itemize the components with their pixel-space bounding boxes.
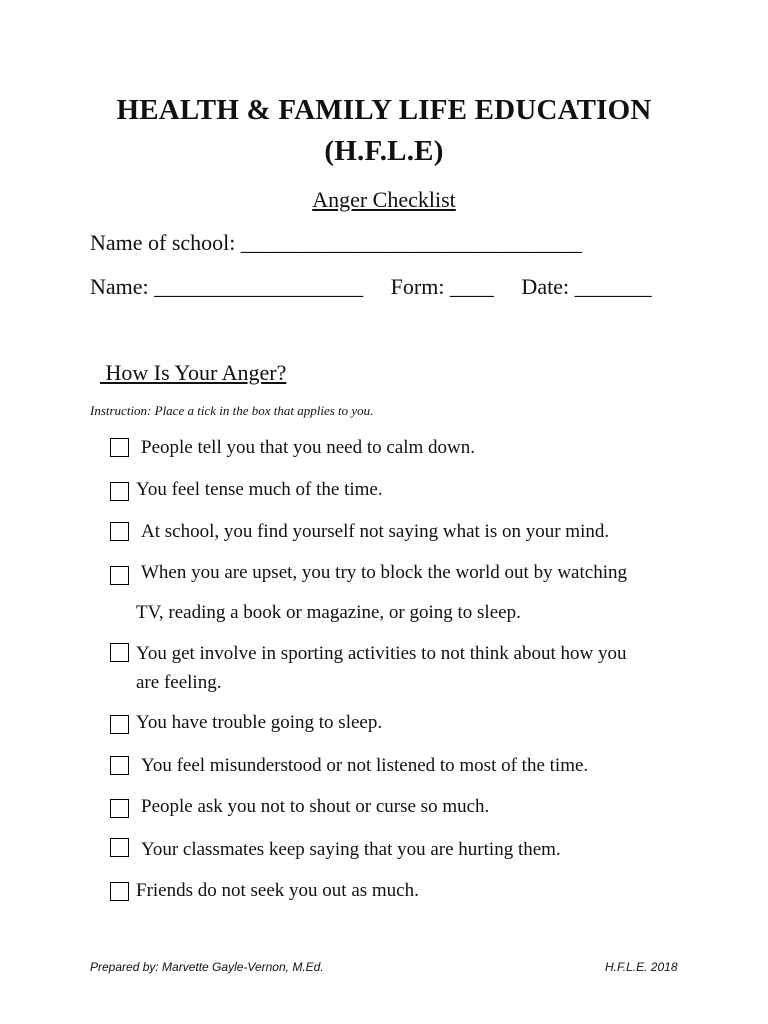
checklist-item-text: You feel tense much of the time.	[136, 479, 383, 500]
checklist-item-text: You have trouble going to sleep.	[136, 712, 383, 733]
checklist-item-text-cont: TV, reading a book or magazine, or going to sleep.	[136, 602, 521, 623]
footer-prepared-by: Prepared by: Marvette Gayle-Vernon, M.Ed.	[90, 960, 324, 974]
checkbox[interactable]	[110, 882, 129, 901]
section-heading	[100, 360, 286, 386]
checkbox[interactable]	[110, 566, 129, 585]
page-title-line2: (H.F.L.E)	[324, 135, 444, 167]
checklist-item-text: People tell you that you need to calm down.	[141, 437, 476, 458]
checkbox[interactable]	[110, 756, 129, 775]
checkbox[interactable]	[110, 715, 129, 734]
page-title-line1: HEALTH & FAMILY LIFE EDUCATION	[116, 94, 652, 126]
checklist-item-text: Your classmates keep saying that you are hurting them.	[141, 839, 561, 860]
checkbox[interactable]	[110, 838, 129, 857]
footer-tag: H.F.L.E. 2018	[605, 960, 678, 974]
name-form-date-field[interactable]: Name: ___________________ Form: ____ Date: _______	[90, 274, 652, 299]
checkbox[interactable]	[110, 522, 129, 541]
instruction-text: Instruction: Place a tick in the box that applies to you.	[90, 403, 374, 418]
checklist-item-text: At school, you find yourself not saying what is on your mind.	[141, 521, 610, 542]
school-name-field[interactable]: Name of school: _______________________________	[90, 230, 582, 255]
checklist-item-text: Friends do not seek you out as much.	[136, 880, 419, 901]
page-subtitle: Anger Checklist	[312, 187, 456, 212]
checkbox[interactable]	[110, 643, 129, 662]
checklist-item-text: People ask you not to shout or curse so much.	[141, 796, 490, 817]
checklist-item-text: You feel misunderstood or not listened to most of the time.	[141, 755, 589, 776]
checklist-item-text-cont: are feeling.	[136, 672, 222, 693]
checkbox[interactable]	[110, 438, 129, 457]
checklist-item-text: You get involve in sporting activities to not think about how you	[136, 643, 627, 664]
section-heading-text: How Is Your Anger?	[100, 360, 287, 385]
checkbox[interactable]	[110, 799, 129, 818]
checkbox[interactable]	[110, 482, 129, 501]
checklist-item-text: When you are upset, you try to block the world out by watching	[141, 562, 627, 583]
